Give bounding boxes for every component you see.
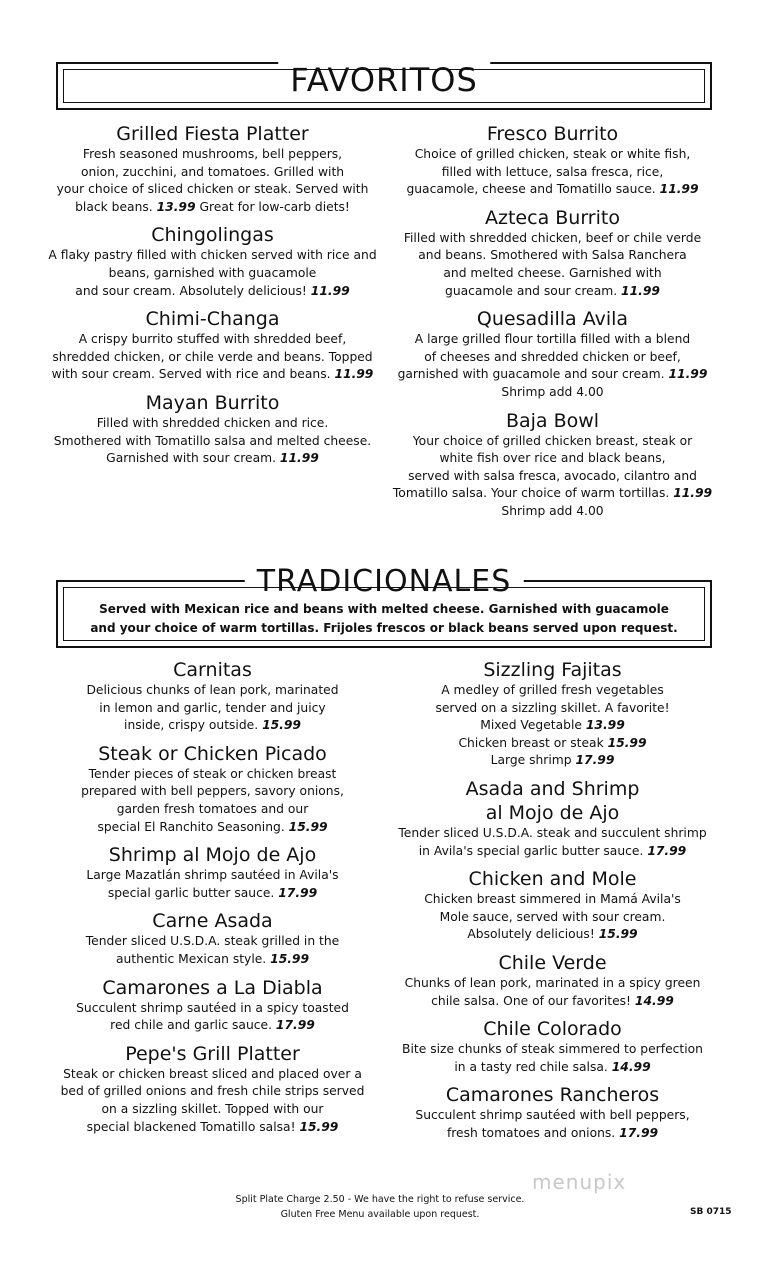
description-line: fresh tomatoes and onions. [446,1125,616,1140]
description-line: Tomatillo salsa. Your choice of warm tortillas. [392,486,670,501]
menu-item [40,742,385,836]
menu-item-price: 15.99 [598,927,638,942]
description-line: guacamole and sour cream. [445,283,618,298]
description-line: your choice of sliced chicken or steak. Served with [56,182,369,197]
description-line: beans, garnished with guacamole [108,265,317,280]
description-line: and sour cream. Absolutely delicious! [75,283,307,298]
menu-item-description [40,766,385,836]
description-line: guacamole, cheese and Tomatillo sauce. [406,182,656,197]
description-line: garnished with guacamole and sour cream. [397,367,665,382]
description-line: garden fresh tomatoes and our [116,801,309,816]
description-line: Filled with shredded chicken and rice. [96,415,329,430]
footer-line1: Split Plate Charge 2.50 - We have the right to refuse service. [235,1194,525,1205]
menu-item [385,777,720,860]
menu-item [40,1042,385,1136]
description-line: Garnished with sour cream. [106,451,276,466]
description-line: Choice of grilled chicken, steak or white fish, [414,147,691,161]
description-line: and beans. Smothered with Salsa Ranchera [418,248,687,263]
tradicionales-title: TRADICIONALES [245,564,524,600]
favoritos-right-column [385,122,720,528]
menu-item-price: 11.99 [279,451,319,466]
menu-item [385,307,720,401]
menu-item-price: 17.99 [647,843,687,858]
tradicionales-left-column [40,658,385,1143]
description-line: authentic Mexican style. [115,951,267,966]
menu-item-price: 11.99 [673,486,713,501]
menu-item-price: 11.99 [310,283,350,298]
menu-item-price: 11.99 [668,367,708,382]
menu-item [385,867,720,944]
menu-item-name: Fresco Burrito [486,123,619,145]
tradicionales-right-column [385,658,720,1150]
description-line: Tender pieces of steak or chicken breast [88,766,337,781]
menu-item [40,122,385,216]
menu-item-name: Asada and Shrimp [465,777,640,800]
add-on-note: Shrimp add 4.00 [501,503,604,518]
menu-item-name: Chile Verde [498,951,607,974]
description-line: Chunks of lean pork, marinated in a spicy green [404,975,701,990]
description-line: onion, zucchini, and tomatoes. Grilled with [80,164,345,179]
description-line: served with salsa fresca, avocado, cilantro and [408,468,697,483]
description-line: Mixed Vegetable [480,718,582,733]
description-line: Tender sliced U.S.D.A. steak and succulent shrimp [398,825,707,840]
menu-item-price: 17.99 [278,885,318,900]
menu-item-description [40,146,385,216]
menu-code: SB 0715 [690,1207,732,1217]
menu-item-description [40,1000,385,1035]
menu-item-description [385,682,720,770]
favoritos-left-column [40,122,385,475]
description-line: and melted cheese. Garnished with [443,265,662,280]
description-line: Succulent shrimp sautéed in a spicy toasted [76,1000,349,1015]
favoritos-title: FAVORITOS [278,60,490,100]
price-option-label: Chicken breast or steak [458,735,604,750]
menu-item-price: 14.99 [611,1059,651,1074]
menu-item [385,658,720,770]
description-line: Delicious chunks of lean pork, marinated [86,683,339,697]
description-line: special blackened Tomatillo salsa! [86,1119,296,1134]
description-line: filled with lettuce, salsa fresca, rice, [441,164,664,179]
description-line: inside, crispy outside. [124,718,259,733]
description-line: white fish over rice and black beans, [439,451,666,466]
menu-item-description [385,1041,720,1076]
menu-item-name: Baja Bowl [505,409,600,432]
menu-item-price: 11.99 [621,283,660,298]
menu-item [40,223,385,300]
menu-item-name: Chile Colorado [483,1018,622,1041]
description-line: Tender sliced U.S.D.A. steak grilled in the [85,934,340,949]
menu-item-description [385,230,720,300]
description-line: red chile and garlic sauce. [110,1018,272,1033]
menu-item [40,909,385,968]
menu-item-name: Chicken and Mole [468,868,637,891]
description-line: A large grilled flour tortilla filled with a blend [414,332,691,347]
description-line: Bite size chunks of steak simmered to perfection [402,1042,703,1057]
description-note: Great for low-carb diets! [199,199,350,214]
menu-item-name: Camarones a La Diabla [102,976,323,999]
add-on-note: Shrimp add 4.00 [501,384,604,399]
description-line: Steak or chicken breast sliced and placed over a [63,1066,362,1081]
description-line: Absolutely delicious! [467,927,595,942]
tradicionales-note [58,600,710,638]
menu-item-name: Pepe's Grill Platter [125,1042,300,1065]
description-line: Succulent shrimp sautéed with bell peppers, [415,1108,690,1123]
description-line: A medley of grilled fresh vegetables [441,683,664,697]
menu-item-description [40,1066,385,1136]
menu-item-price: 17.99 [275,1018,315,1033]
menu-item [40,391,385,468]
menu-item-name: Chingolingas [151,224,274,247]
footer [200,1192,560,1222]
tradicionales-banner [56,564,712,648]
menu-item-price: 13.99 [156,199,196,214]
menu-item [385,206,720,300]
description-line: Your choice of grilled chicken breast, steak or [412,433,693,448]
menu-item [40,307,385,384]
menu-item-description [40,331,385,384]
menu-item-name: Grilled Fiesta Platter [116,123,309,145]
description-line: Chicken breast simmered in Mamá Avila's [424,892,681,907]
menu-item-name: al Mojo de Ajo [485,801,620,824]
menu-item-name: Mayan Burrito [145,391,280,414]
menu-item-price: 15.99 [270,951,310,966]
description-line: A crispy burrito stuffed with shredded beef, [78,332,347,347]
price-option-label: Large shrimp [490,753,572,768]
menu-item-name: Sizzling Fajitas [483,659,622,681]
tradicionales-note-line2: and your choice of warm tortillas. Frijoles frescos or black beans served upon request. [90,621,678,635]
description-line: Smothered with Tomatillo salsa and melted cheese. [53,433,372,448]
menu-item-description [40,933,385,968]
menu-item [385,122,720,199]
menu-item [40,658,385,735]
menu-item-description [40,247,385,300]
footer-line2: Gluten Free Menu available upon request. [280,1209,480,1220]
menu-item-price: 15.99 [299,1119,339,1134]
description-line: black beans. [75,199,153,214]
menu-item-description [385,146,720,199]
menu-item [385,1017,720,1076]
menu-item [40,843,385,902]
menu-item [385,409,720,521]
description-line: with sour cream. Served with rice and beans. [51,367,331,382]
menu-item-description [385,825,720,860]
description-line: in a tasty red chile salsa. [454,1059,608,1074]
menu-item-name: Steak or Chicken Picado [98,742,327,765]
description-line: prepared with bell peppers, savory onions, [81,784,344,799]
menu-item-description [40,415,385,468]
menu-item [385,1083,720,1142]
menu-item-name: Shrimp al Mojo de Ajo [108,844,317,867]
menu-item-description [385,891,720,944]
menu-item-description [40,682,385,735]
tradicionales-note-line1: Served with Mexican rice and beans with melted cheese. Garnished with guacamole [99,602,669,616]
menu-item-name: Azteca Burrito [485,206,620,229]
menu-item-price: 13.99 [585,718,625,733]
menu-item-description [385,331,720,401]
description-line: shredded chicken, or chile verde and beans. Topped [52,349,373,364]
description-line: in Avila's special garlic butter sauce. [418,843,644,858]
menu-item-name: Chimi-Changa [145,308,280,331]
favoritos-banner [56,62,712,110]
description-line: chile salsa. One of our favorites! [431,993,631,1008]
description-line: of cheeses and shredded chicken or beef, [424,349,681,364]
description-line: Fresh seasoned mushrooms, bell peppers, [82,147,343,161]
description-line: on a sizzling skillet. Topped with our [101,1101,324,1116]
menu-item-description [385,433,720,521]
description-line: A flaky pastry filled with chicken served with rice and [48,248,377,263]
menu-item-price: 15.99 [262,718,301,733]
menu-item-description [385,975,720,1010]
description-line: Filled with shredded chicken, beef or chile verde [403,230,702,245]
description-line: Mole sauce, served with sour cream. [439,909,666,924]
menu-item [40,976,385,1035]
description-line: bed of grilled onions and fresh chile strips served [60,1084,365,1099]
menu-item-price: 15.99 [607,735,647,750]
menu-item [385,951,720,1010]
menu-item-name: Carne Asada [152,910,273,933]
menu-item-price: 14.99 [634,993,674,1008]
menu-item-price: 11.99 [659,182,699,197]
menu-item-description [40,867,385,902]
description-line: served on a sizzling skillet. A favorite! [435,700,670,715]
description-line: Large Mazatlán shrimp sautéed in Avila's [86,868,339,883]
menu-item-name: Quesadilla Avila [476,308,629,331]
description-line: special El Ranchito Seasoning. [97,819,285,834]
menu-item-name: Camarones Rancheros [445,1084,660,1107]
menu-item-price: 15.99 [288,819,328,834]
description-line: special garlic butter sauce. [107,885,275,900]
menu-item-price: 17.99 [575,753,615,768]
watermark: menupix [532,1170,627,1194]
menu-item-name: Carnitas [173,659,252,681]
description-line: in lemon and garlic, tender and juicy [99,700,326,715]
menu-item-price: 11.99 [334,367,374,382]
menu-item-description [385,1107,720,1142]
menu-item-price: 17.99 [619,1125,659,1140]
